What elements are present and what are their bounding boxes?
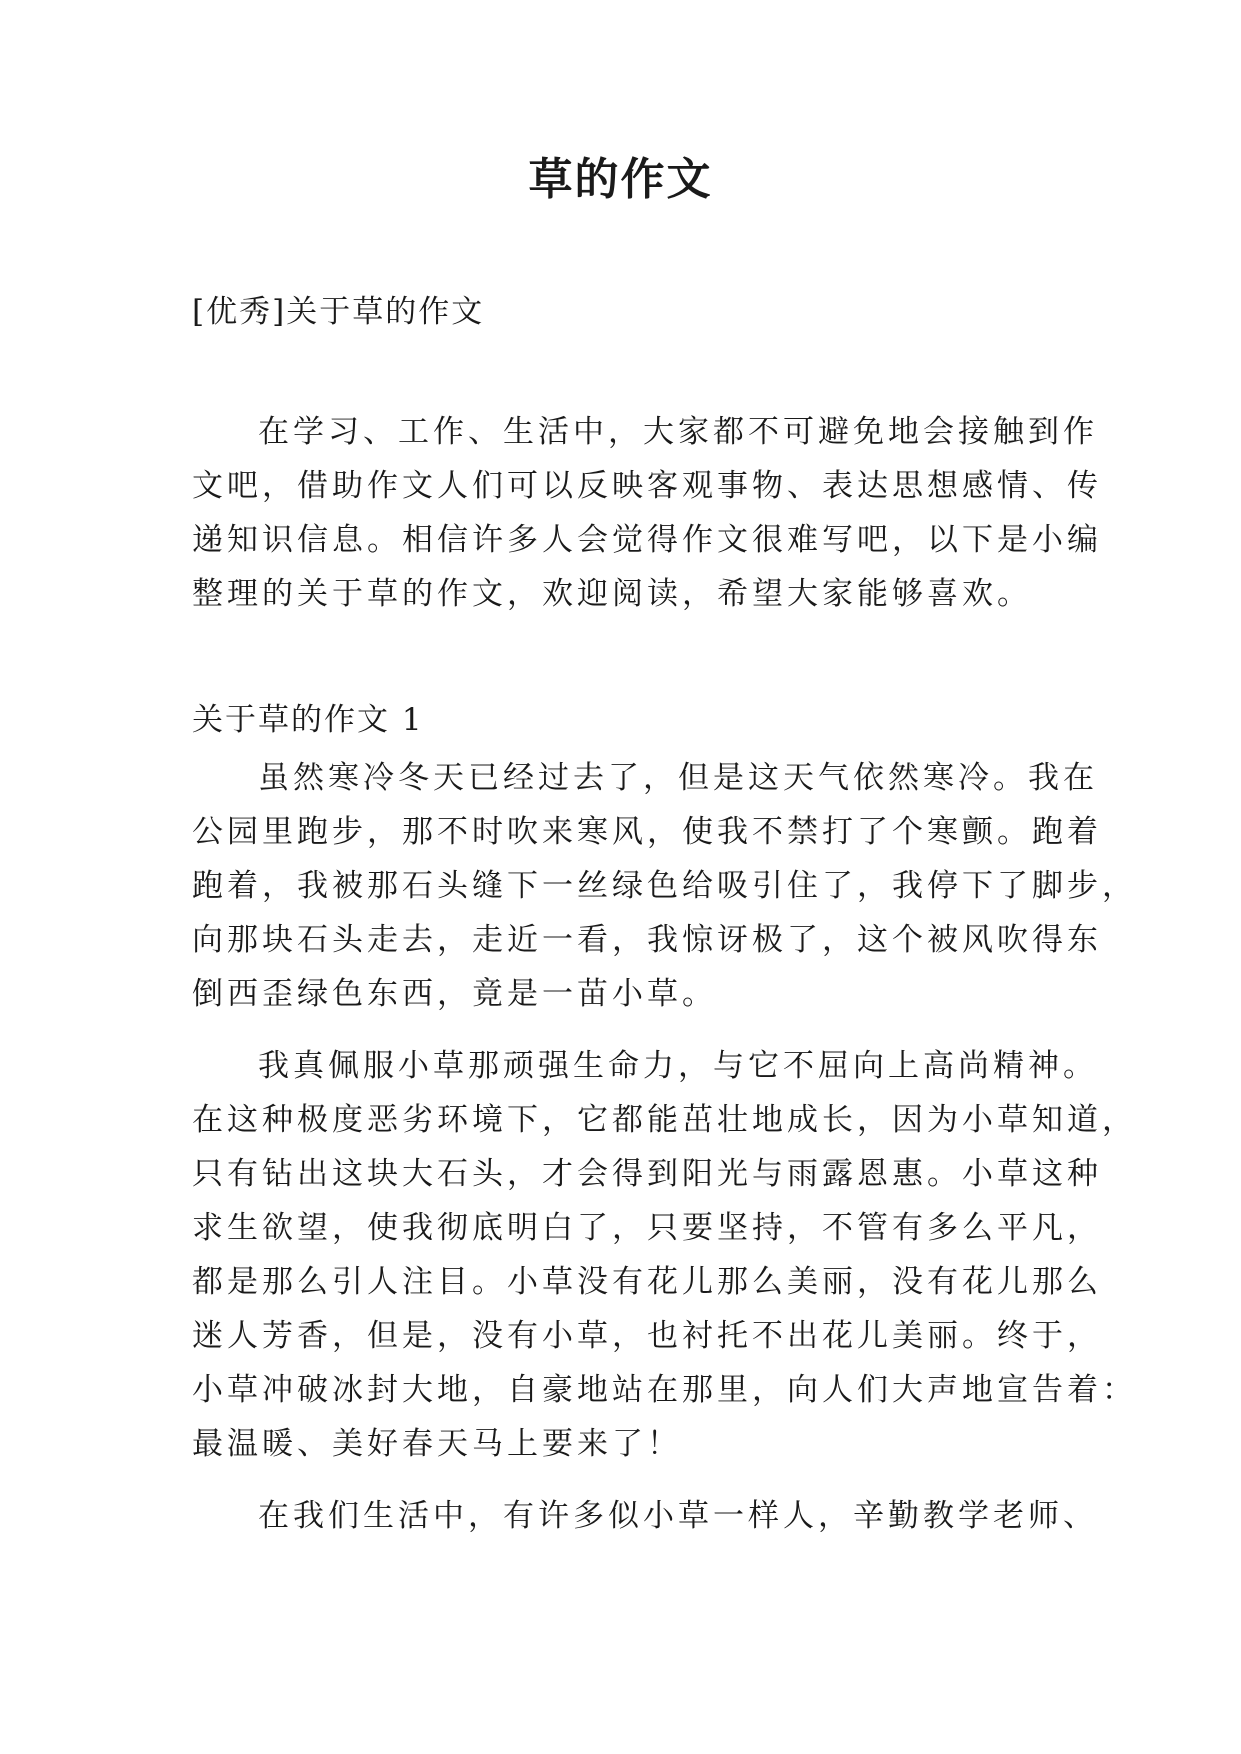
intro-line: 递知识信息。相信许多人会觉得作文很难写吧，以下是小编	[192, 522, 1102, 558]
paragraph-line: 只有钻出这块大石头，才会得到阳光与雨露恩惠。小草这种	[192, 1156, 1102, 1192]
paragraph-line: 都是那么引人注目。小草没有花儿那么美丽，没有花儿那么	[192, 1264, 1102, 1300]
paragraph-line: 在我们生活中，有许多似小草一样人，辛勤教学老师、	[258, 1498, 1098, 1534]
paragraph-line: 公园里跑步，那不时吹来寒风，使我不禁打了个寒颤。跑着	[192, 814, 1102, 850]
intro-line: 文吧，借助作文人们可以反映客观事物、表达思想感情、传	[192, 468, 1102, 504]
paragraph-line: 在这种极度恶劣环境下，它都能茁壮地成长，因为小草知道，	[192, 1102, 1137, 1138]
paragraph-line: 向那块石头走去，走近一看，我惊讶极了，这个被风吹得东	[192, 922, 1102, 958]
paragraph-line: 最温暖、美好春天马上要来了！	[192, 1426, 682, 1462]
intro-line: 在学习、工作、生活中，大家都不可避免地会接触到作	[258, 414, 1098, 450]
paragraph-line: 我真佩服小草那顽强生命力，与它不屈向上高尚精神。	[258, 1048, 1098, 1084]
paragraph-line: 求生欲望，使我彻底明白了，只要坚持，不管有多么平凡，	[192, 1210, 1102, 1246]
paragraph-line: 迷人芳香，但是，没有小草，也衬托不出花儿美丽。终于，	[192, 1318, 1102, 1354]
document-subtitle: [优秀]关于草的作文	[192, 294, 485, 330]
section-heading: 关于草的作文 1	[192, 702, 424, 738]
paragraph-line: 跑着，我被那石头缝下一丝绿色给吸引住了，我停下了脚步，	[192, 868, 1137, 904]
paragraph-line: 小草冲破冰封大地，自豪地站在那里，向人们大声地宣告着：	[192, 1372, 1137, 1408]
document-title: 草的作文	[528, 154, 713, 205]
paragraph-line: 虽然寒冷冬天已经过去了，但是这天气依然寒冷。我在	[258, 760, 1098, 796]
paragraph-line: 倒西歪绿色东西，竟是一苗小草。	[192, 976, 717, 1012]
intro-line: 整理的关于草的作文，欢迎阅读，希望大家能够喜欢。	[192, 576, 1032, 612]
